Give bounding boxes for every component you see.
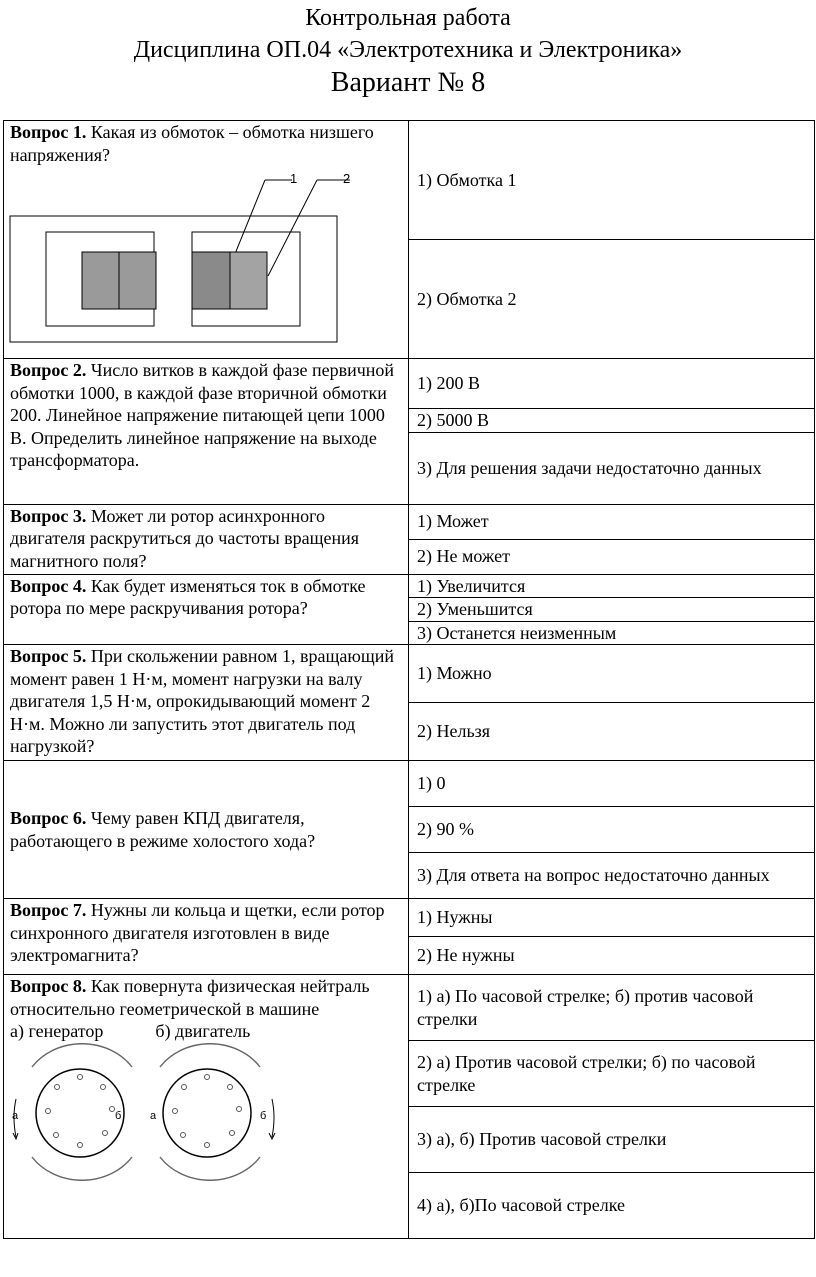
winding-label-2: 2 [343,171,351,186]
question-4 [4,574,409,645]
test-table [3,120,815,1239]
question-text: Как повернута физическая нейтраль относительно геометрической в машине [10,976,370,1019]
question-label: Вопрос 1. [10,122,87,142]
question-1 [4,121,409,359]
question-label: Вопрос 5. [10,646,87,666]
question-label: Вопрос 2. [10,360,87,380]
winding-label-1: 1 [290,171,298,186]
answer-cell: 1) Может [409,504,815,539]
document-title: Контрольная работа [305,5,511,31]
question-8 [4,975,409,1239]
subcase-motor: б) двигатель [155,1021,251,1041]
label-b: б [115,1109,122,1122]
question-text: Как будет изменяться ток в обмотке ротора по мере раскручивания ротора? [10,575,366,618]
question-text: Нужны ли кольца и щетки, если ротор синхронного двигателя изготовлен в виде электромагнита? [10,900,385,965]
question-label: Вопрос 6. [10,808,87,828]
question-text: При скольжении равном 1, вращающий момент равен 1 Н·м, момент нагрузки на валу двигателя 1,5 Н·м, опрокидывающий момент 2 Н·м. Можно ли запустить этот двигатель под нагрузкой? [10,646,394,756]
label-a: а [150,1109,157,1122]
answer-cell: 3) Для решения задачи недостаточно данных [409,432,815,504]
answer-cell: 3) Для ответа на вопрос недостаточно данных [409,853,815,899]
answer-cell: 2) Не может [409,539,815,574]
answer-cell: 1) Можно [409,645,815,703]
answer-cell: 1) Увеличится [409,574,815,598]
answer-cell: 2) 5000 В [409,409,815,433]
answer-cell: 1) а) По часовой стрелке; б) против часовой стрелки [409,975,815,1041]
answer-cell: 2) Нельзя [409,703,815,761]
answer-cell: 2) 90 % [409,807,815,853]
discipline-title: Дисциплина ОП.04 «Электротехника и Электроника» [133,37,683,63]
question-3 [4,504,409,574]
question-label: Вопрос 8. [10,976,87,996]
answer-cell: 3) а), б) Против часовой стрелки [409,1107,815,1173]
variant-title: Вариант № 8 [330,67,486,98]
question-label: Вопрос 4. [10,575,87,596]
machine-neutral-diagram [10,1047,310,1172]
question-5 [4,645,409,761]
question-text: Чему равен КПД двигателя, работающего в режиме холостого хода? [10,808,316,851]
answer-cell: 1) Обмотка 1 [409,121,815,240]
answer-cell: 3) Останется неизменным [409,621,815,645]
question-text: Какая из обмоток – обмотка низшего напряжения? [10,122,374,165]
answer-cell: 4) а), б)По часовой стрелке [409,1173,815,1239]
answer-cell: 1) Нужны [409,899,815,937]
question-7 [4,899,409,975]
answer-cell: 2) Обмотка 2 [409,240,815,359]
answer-cell: 2) Уменьшится [409,598,815,622]
question-label: Вопрос 3. [10,505,87,526]
answer-cell: 2) Не нужны [409,937,815,975]
question-text: Может ли ротор асинхронного двигателя раскрутиться до частоты вращения магнитного поля? [10,505,360,571]
question-2 [4,359,409,505]
answer-cell: 2) а) Против часовой стрелки; б) по часовой стрелке [409,1041,815,1107]
question-text: Число витков в каждой фазе первичной обмотки 1000, в каждой фазе вторичной обмотки 200. Линейное напряжение питающей цепи 1000 В. Определить линейное напряжение на выходе трансформатора. [10,360,395,470]
label-b: б [260,1109,267,1122]
answer-cell: 1) 0 [409,761,815,807]
transformer-diagram [10,171,351,342]
subcase-generator: а) генератор [10,1021,104,1041]
answer-cell: 1) 200 В [409,359,815,409]
question-6 [4,761,409,899]
question-label: Вопрос 7. [10,900,87,920]
label-a: а [12,1109,19,1122]
